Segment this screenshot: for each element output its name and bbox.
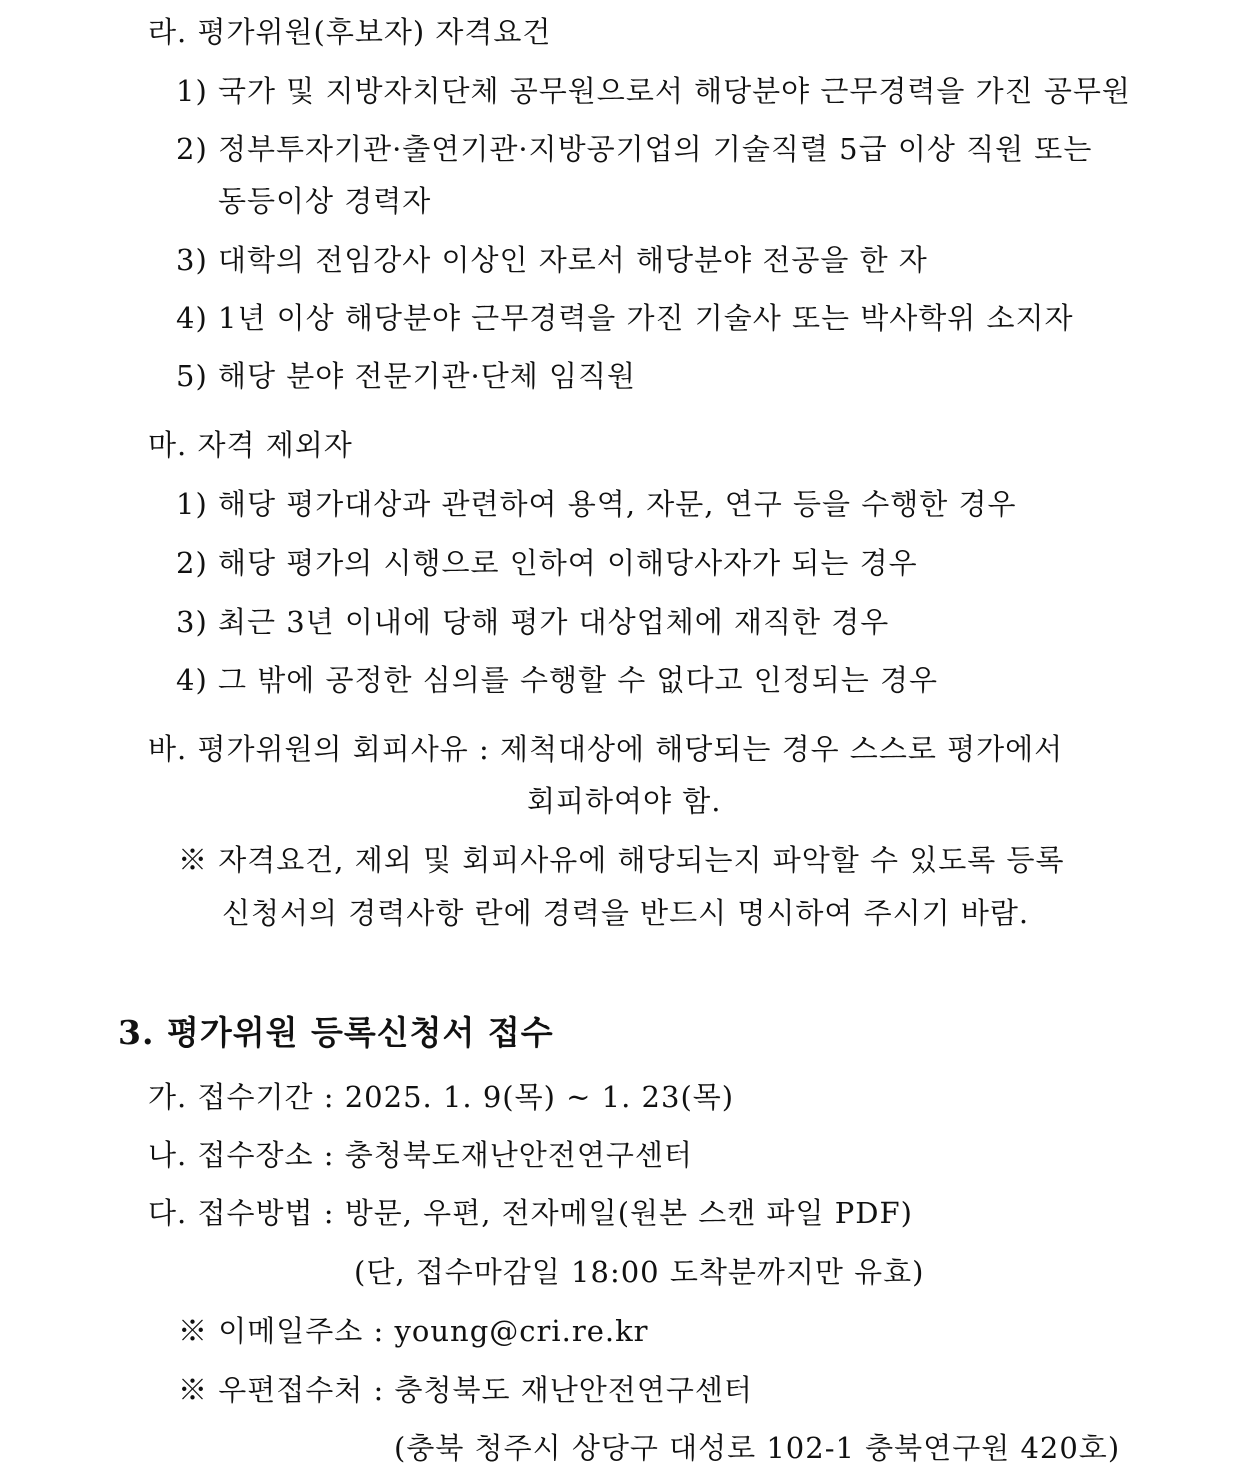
- section-ba-line1: 바. 평가위원의 회피사유 : 제척대상에 해당되는 경우 스스로 평가에서: [148, 732, 1064, 766]
- list-item: 1) 해당 평가대상과 관련하여 용역, 자문, 연구 등을 수행한 경우: [176, 487, 1017, 521]
- list-item: 2) 정부투자기관·출연기관·지방공기업의 기술직렬 5급 이상 직원 또는: [176, 132, 1093, 166]
- note-line2: 신청서의 경력사항 란에 경력을 반드시 명시하여 주시기 바람.: [222, 896, 1030, 930]
- list-item-continuation: 동등이상 경력자: [218, 184, 432, 218]
- section-ba-line2: 회피하여야 함.: [527, 784, 722, 818]
- list-item: 2) 해당 평가의 시행으로 인하여 이해당사자가 되는 경우: [176, 546, 918, 580]
- receipt-period: 가. 접수기간 : 2025. 1. 9(목) ~ 1. 23(목): [148, 1080, 735, 1114]
- note-line1: ※ 자격요건, 제외 및 회피사유에 해당되는지 파악할 수 있도록 등록: [178, 843, 1065, 877]
- section-ra-title: 라. 평가위원(후보자) 자격요건: [148, 15, 552, 49]
- list-item: 3) 최근 3년 이내에 당해 평가 대상업체에 재직한 경우: [176, 605, 890, 639]
- list-item: 3) 대학의 전임강사 이상인 자로서 해당분야 전공을 한 자: [176, 243, 928, 277]
- postal-address-label: ※ 우편접수처 : 충청북도 재난안전연구센터: [178, 1373, 753, 1407]
- list-item: 5) 해당 분야 전문기관·단체 임직원: [176, 359, 637, 393]
- list-item: 4) 1년 이상 해당분야 근무경력을 가진 기술사 또는 박사학위 소지자: [176, 301, 1074, 335]
- receipt-place: 나. 접수장소 : 충청북도재난안전연구센터: [148, 1138, 693, 1172]
- list-item: 4) 그 밖에 공정한 심의를 수행할 수 없다고 인정되는 경우: [176, 663, 939, 697]
- email-address: ※ 이메일주소 : young@cri.re.kr: [178, 1314, 649, 1348]
- receipt-method: 다. 접수방법 : 방문, 우편, 전자메일(원본 스캔 파일 PDF): [148, 1196, 913, 1230]
- section-3-heading: 3. 평가위원 등록신청서 접수: [118, 1013, 554, 1052]
- section-ma-title: 마. 자격 제외자: [148, 428, 353, 462]
- list-item: 1) 국가 및 지방자치단체 공무원으로서 해당분야 근무경력을 가진 공무원: [176, 74, 1131, 108]
- postal-address: (충북 청주시 상당구 대성로 102-1 충북연구원 420호): [394, 1431, 1121, 1465]
- receipt-method-note: (단, 접수마감일 18:00 도착분까지만 유효): [354, 1255, 925, 1289]
